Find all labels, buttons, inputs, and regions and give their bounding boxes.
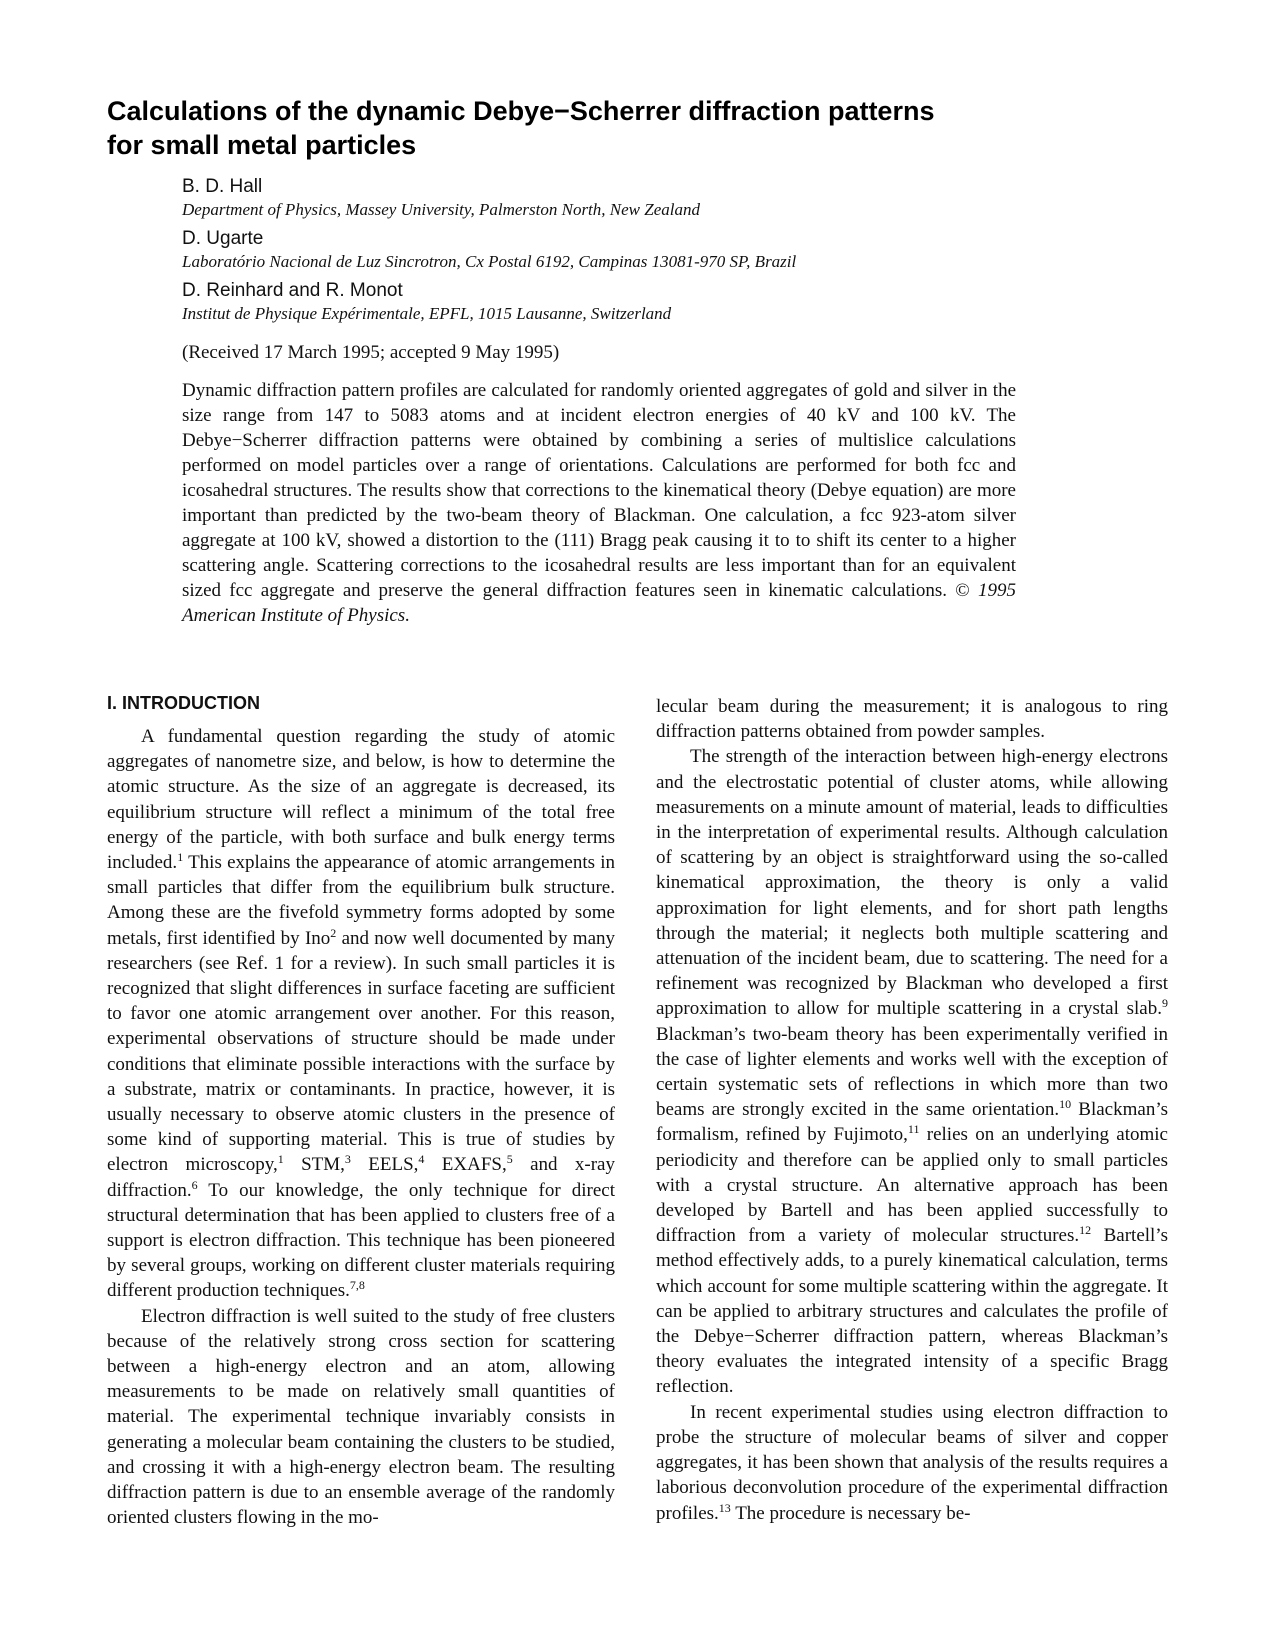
reference-marker: 7,8 [349, 1278, 365, 1293]
copyright-symbol: © [955, 580, 970, 601]
reference-marker: 10 [1059, 1097, 1072, 1112]
text-run: Blackman’s formalism, refined by Fujimoto, [656, 1099, 1168, 1146]
reference-marker: 11 [907, 1122, 920, 1137]
title-line-2: for small metal particles [107, 130, 417, 160]
author-entry [182, 227, 1082, 273]
text-run: and now well documented by many researchers (see Ref. 1 for a review). In such small particles it is recognized that slight differences in surface faceting are sufficient to favor one atomic arrangement over another. For this reason, experimental observations of structure should be made under conditions that eliminate possible interactions with the surface by a substrate, matrix or contaminants. In practice, however, it is usually necessary to observe atomic clusters in the presence of some kind of supporting material. This is true of studies by electron microscopy, [107, 927, 615, 1176]
abstract-text: Dynamic diffraction pattern profiles are calculated for randomly oriented aggregates of gold and silver in the size range from 147 to 5083 atoms and at incident electron energies of 40 kV and 100 kV. The Debye−Scherrer diffraction patterns were obtained by combining a series of multislice calculations performed on model particles over a range of orientations. Calculations are performed for both fcc and icosahedral structures. The results show that corrections to the kinematical theory (Debye equation) are more important than predicted by the two-beam theory of Blackman. One calculation, a fcc 923-atom silver aggregate at 100 kV, showed a distortion to the (111) Bragg peak causing it to to shift its center to a higher scattering angle. Scattering corrections to the icosahedral results are less important than for an equivalent sized fcc aggregate and preserve the general diffraction features seen in kinematic calculations. [182, 380, 1016, 601]
received-dates: (Received 17 March 1995; accepted 9 May 1995) [182, 342, 560, 363]
text-run: In recent experimental studies using electron diffraction to probe the structure of molecular beams of silver and copper aggregates, it has been shown that analysis of the results requires a laborious deconvolution procedure of the experimental diffraction profiles. [656, 1401, 1168, 1524]
reference-marker: 12 [1079, 1223, 1092, 1238]
reference-marker: 9 [1162, 996, 1168, 1011]
author-affiliation: Department of Physics, Massey University, Palmerston North, New Zealand [182, 200, 700, 219]
author-name: B. D. Hall [182, 176, 263, 197]
paragraph [656, 744, 1168, 1399]
author-affiliation: Institut de Physique Expérimentale, EPFL, 1015 Lausanne, Switzerland [182, 304, 672, 323]
text-run: Blackman’s two-beam theory has been experimentally verified in the case of lighter elements and works well with the exception of certain systematic sets of reflections in which more than two beams are strongly excited in the same orientation. [656, 1023, 1168, 1121]
left-column [107, 692, 615, 1531]
text-run: A fundamental question regarding the study of atomic aggregates of nanometre size, and below, is how to determine the atomic structure. As the size of an aggregate is decreased, its equilibrium structure will reflect a minimum of the total free energy of the particle, with both surface and bulk energy terms included. [107, 726, 615, 874]
author-entry [182, 279, 1082, 325]
text-run: Bartell’s method effectively adds, to a purely kinematical calculation, terms which account for some multiple scattering within the aggregate. It can be applied to arbitrary structures and calculates the profile of the Debye−Scherrer diffraction pattern, whereas Blackman’s theory evaluates the integrated intensity of a specific Bragg reflection. [656, 1225, 1168, 1398]
right-column [656, 694, 1168, 1526]
author-name: D. Ugarte [182, 228, 264, 249]
text-run: STM, [283, 1154, 345, 1176]
paragraph [656, 1400, 1168, 1526]
paper-title [107, 94, 1067, 162]
copyright-notice: 1995 American Institute of Physics. [182, 580, 1016, 626]
reference-marker: 6 [191, 1177, 198, 1192]
author-entry [182, 175, 1082, 221]
text-run: The strength of the interaction between high-energy electrons and the electrostatic potential of cluster atoms, while allowing measurements on a minute amount of material, leads to difficulties in the interpretation of experimental results. Although calculation of scattering by an object is straightforward using the so-called kinematical approximation, the theory is only a valid approximation for light elements, and for short path lengths through the material; it neglects both multiple scattering and attenuation of the incident beam, due to scattering. The need for a refinement was recognized by Blackman who developed a first approximation to allow for multiple scattering in a crystal slab. [656, 746, 1168, 1020]
reference-marker: 1 [277, 1152, 284, 1167]
title-line-1: Calculations of the dynamic Debye−Scherrer diffraction patterns [107, 96, 935, 126]
reference-marker: 5 [506, 1152, 513, 1167]
text-run: The procedure is necessary be- [730, 1502, 971, 1524]
reference-marker: 3 [344, 1152, 351, 1167]
author-list [182, 175, 1082, 331]
text-run: EELS, [350, 1154, 419, 1176]
section-heading: I. INTRODUCTION [107, 693, 260, 713]
reference-marker: 13 [718, 1500, 731, 1515]
author-name: D. Reinhard and R. Monot [182, 280, 403, 301]
text-run: and x-ray diffraction. [107, 1154, 615, 1201]
abstract [182, 378, 1016, 628]
paragraph: lecular beam during the measurement; it is analogous to ring diffraction patterns obtained from powder samples. [656, 696, 1168, 743]
text-run: EXAFS, [424, 1154, 507, 1176]
paragraph: Electron diffraction is well suited to the study of free clusters because of the relatively strong cross section for scattering between a high-energy electron and an atom, allowing measurements to be made on relatively small quantities of material. The experimental technique invariably consists in generating a molecular beam containing the clusters to be studied, and crossing it with a high-energy electron beam. The resulting diffraction pattern is due to an ensemble average of the randomly oriented clusters flowing in the mo- [107, 1305, 615, 1529]
author-affiliation: Laboratório Nacional de Luz Sincrotron, Cx Postal 6192, Campinas 13081-970 SP, Brazil [182, 252, 797, 271]
reference-marker: 4 [418, 1152, 425, 1167]
reference-marker: 2 [330, 925, 337, 940]
paragraph [107, 724, 615, 1304]
reference-marker: 1 [177, 850, 184, 865]
text-run: This explains the appearance of atomic arrangements in small particles that differ from the equilibrium bulk structure. Among these are the fivefold symmetry forms adopted by some metals, first identified by Ino [107, 852, 615, 949]
text-run: relies on an underlying atomic periodicity and therefore can be applied only to small particles with a crystal structure. An alternative approach has been developed by Bartell and has been applied successfully to diffraction from a variety of molecular structures. [656, 1124, 1168, 1247]
text-run: To our knowledge, the only technique for direct structural determination that has been applied to clusters free of a support is electron diffraction. This technique has been pioneered by several groups, working on different cluster materials requiring different production techniques. [107, 1179, 615, 1302]
